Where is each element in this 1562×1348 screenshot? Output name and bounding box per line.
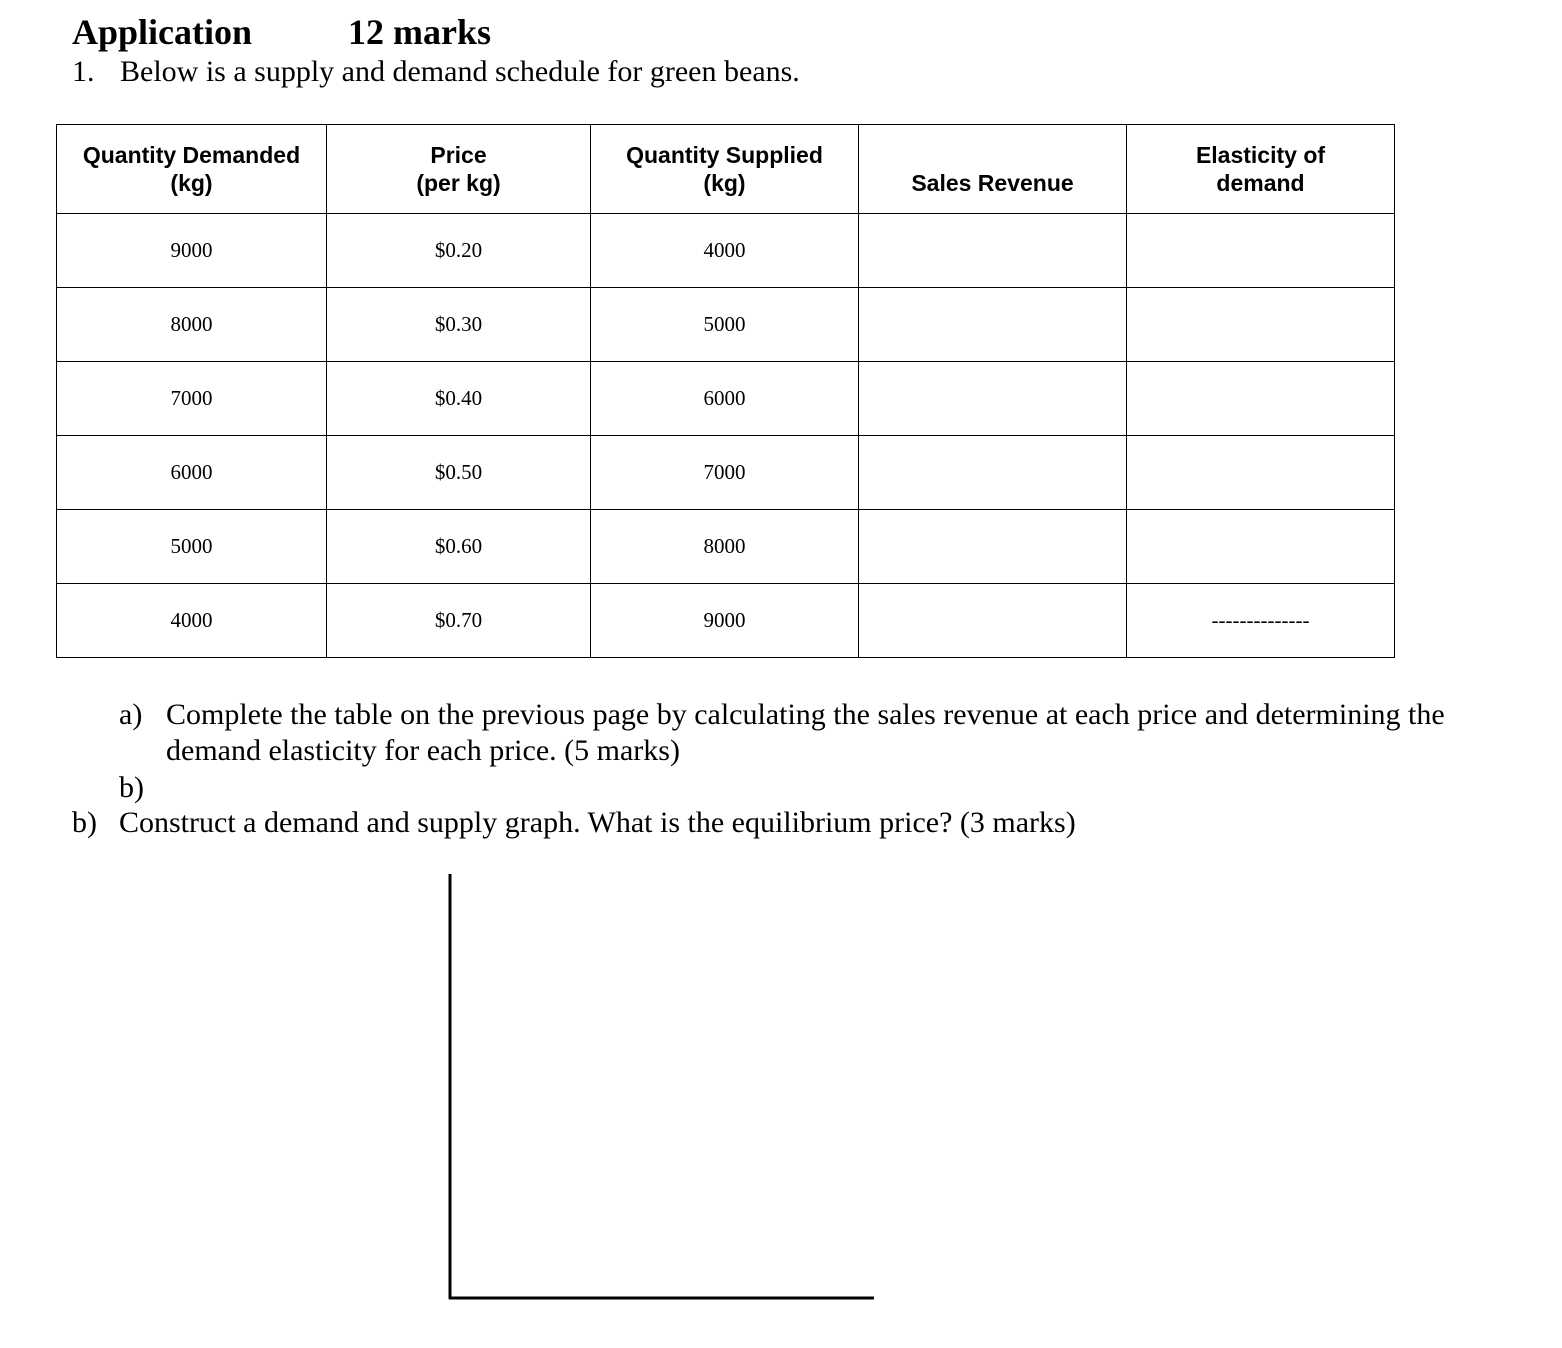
cell-quantity-demanded: 4000 (57, 584, 327, 658)
cell-quantity-demanded: 8000 (57, 288, 327, 362)
cell-price: $0.50 (327, 436, 591, 510)
header-elasticity: Elasticity of demand (1127, 125, 1395, 214)
table-row (57, 436, 1395, 510)
header-sales-revenue: Sales Revenue (859, 125, 1127, 214)
cell-elasticity (1127, 214, 1395, 288)
question-text: Below is a supply and demand schedule for green beans. (120, 55, 800, 88)
cell-elasticity (1127, 510, 1395, 584)
cell-quantity-demanded: 7000 (57, 362, 327, 436)
cell-price: $0.30 (327, 288, 591, 362)
part-b (72, 805, 1472, 841)
table-row (57, 584, 1395, 658)
part-a-label: a) (119, 698, 143, 731)
cell-elasticity (1127, 362, 1395, 436)
cell-price: $0.20 (327, 214, 591, 288)
part-b-text: Construct a demand and supply graph. What is the equilibrium price? (3 marks) (119, 806, 1076, 839)
cell-sales-revenue (859, 510, 1127, 584)
header-price: Price (per kg) (327, 125, 591, 214)
cell-quantity-supplied: 9000 (591, 584, 859, 658)
section-title-text: Application (72, 12, 253, 52)
section-marks: 12 marks (348, 12, 492, 52)
cell-quantity-demanded: 6000 (57, 436, 327, 510)
cell-sales-revenue (859, 288, 1127, 362)
cell-quantity-supplied: 5000 (591, 288, 859, 362)
cell-quantity-demanded: 5000 (57, 510, 327, 584)
cell-sales-revenue (859, 436, 1127, 510)
supply-demand-table (56, 124, 1395, 658)
part-b-stub-label: b) (119, 771, 144, 804)
cell-elasticity (1127, 288, 1395, 362)
part-b-label: b) (72, 806, 97, 839)
cell-sales-revenue (859, 362, 1127, 436)
cell-quantity-demanded: 9000 (57, 214, 327, 288)
cell-elasticity: -------------- (1127, 584, 1395, 658)
question-number: 1. (72, 55, 95, 88)
table-row (57, 510, 1395, 584)
cell-quantity-supplied: 6000 (591, 362, 859, 436)
header-quantity-supplied: Quantity Supplied (kg) (591, 125, 859, 214)
part-a (119, 697, 1499, 769)
cell-elasticity (1127, 436, 1395, 510)
part-a-text: Complete the table on the previous page by calculating the sales revenue at each price and determining the demand elasticity for each price. (5 marks) (166, 698, 1445, 767)
section-title (72, 12, 491, 52)
cell-sales-revenue (859, 584, 1127, 658)
cell-quantity-supplied: 4000 (591, 214, 859, 288)
cell-price: $0.40 (327, 362, 591, 436)
table-row (57, 288, 1395, 362)
cell-quantity-supplied: 7000 (591, 436, 859, 510)
table-row (57, 214, 1395, 288)
part-b-stub (119, 770, 144, 806)
header-quantity-demanded: Quantity Demanded (kg) (57, 125, 327, 214)
question-1 (72, 54, 800, 90)
cell-sales-revenue (859, 214, 1127, 288)
cell-quantity-supplied: 8000 (591, 510, 859, 584)
table-row (57, 362, 1395, 436)
cell-price: $0.70 (327, 584, 591, 658)
table-header-row (57, 125, 1395, 214)
cell-price: $0.60 (327, 510, 591, 584)
blank-graph-axes (440, 868, 880, 1308)
